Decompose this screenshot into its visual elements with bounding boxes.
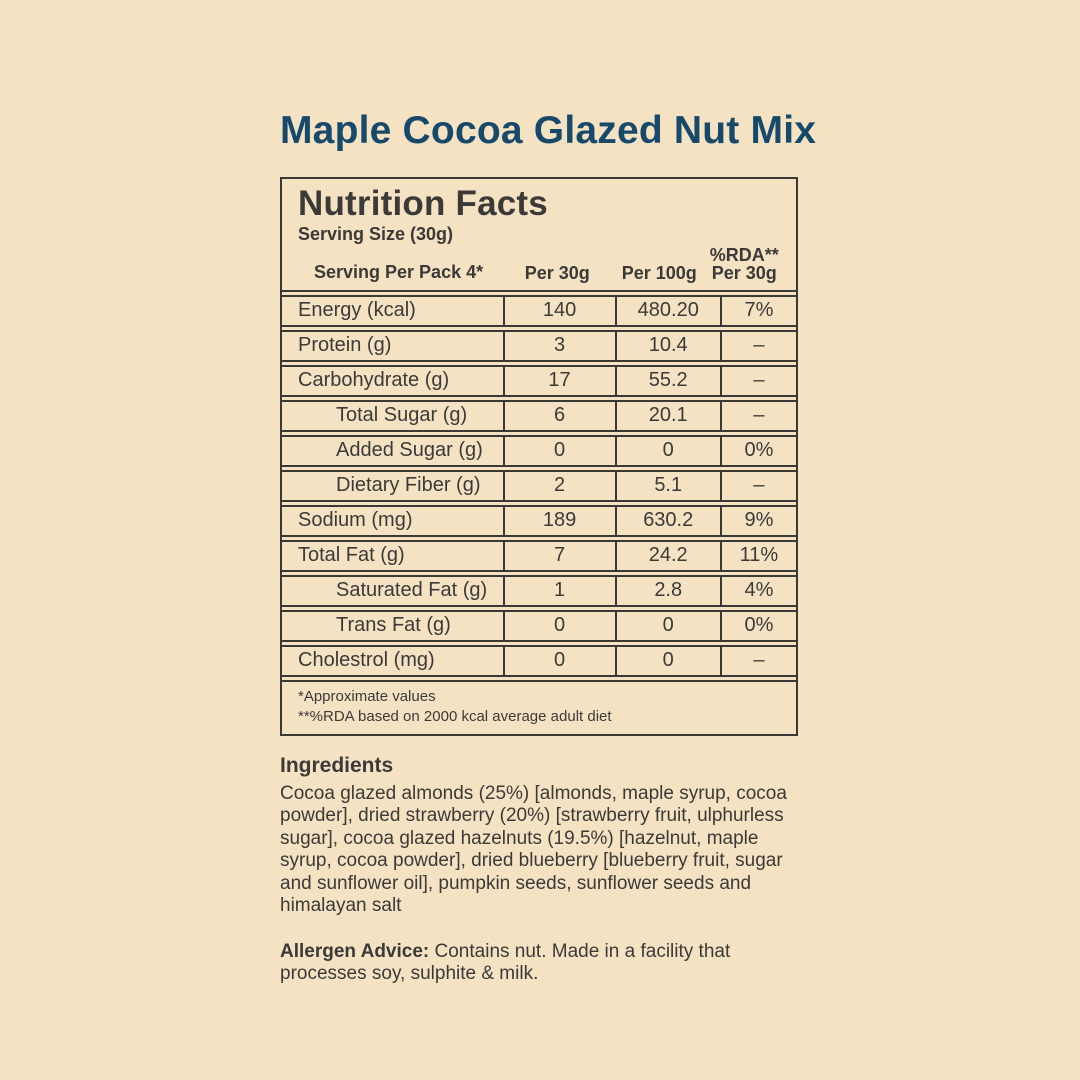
nutrition-row [282,610,796,642]
value-per-100g: 630.2 [615,507,720,535]
label-page [280,0,817,986]
nutrient-label: Added Sugar (g) [336,438,483,461]
nutrition-facts-heading: Nutrition Facts [298,183,548,223]
serving-size: Serving Size (30g) [298,223,454,244]
ingredients-heading: Ingredients [280,753,394,777]
serving-per-pack: Serving Per Pack 4* [314,261,484,282]
nutrition-facts-header [282,179,796,292]
value-per-30g: 7 [503,542,615,570]
nutrient-label: Total Fat (g) [298,543,405,566]
value-rda: 11% [720,542,796,570]
allergen-label: Allergen Advice: [280,940,430,962]
nutrient-label: Dietary Fiber (g) [336,473,481,496]
value-per-30g: 0 [503,612,615,640]
nutrient-label: Total Sugar (g) [336,403,468,426]
value-per-100g: 24.2 [615,542,720,570]
nutrient-label: Energy (kcal) [298,298,416,321]
nutrient-label: Saturated Fat (g) [336,578,488,601]
value-rda: 4% [720,577,796,605]
value-per-30g: 0 [503,647,615,675]
nutrition-row [282,330,796,362]
value-rda: 7% [720,297,796,325]
value-per-30g: 6 [503,402,615,430]
product-title: Maple Cocoa Glazed Nut Mix [280,109,817,152]
value-per-100g: 55.2 [615,367,720,395]
column-header-row [298,246,780,283]
nutrition-row [282,645,796,677]
value-per-100g: 0 [615,612,720,640]
footnote-rda-basis: **%RDA based on 2000 kcal average adult diet [298,707,612,725]
nutrient-label: Cholestrol (mg) [298,648,435,671]
nutrition-facts-panel [280,177,798,736]
value-rda: – [720,332,796,360]
value-per-30g: 3 [503,332,615,360]
value-per-100g: 0 [615,437,720,465]
nutrient-label: Protein (g) [298,333,392,356]
value-rda: – [720,367,796,395]
value-rda: 9% [720,507,796,535]
value-rda: – [720,472,796,500]
value-rda: 0% [720,612,796,640]
value-per-100g: 5.1 [615,472,720,500]
value-per-100g: 10.4 [615,332,720,360]
value-per-30g: 0 [503,437,615,465]
value-rda: 0% [720,437,796,465]
value-per-30g: 1 [503,577,615,605]
value-per-100g: 0 [615,647,720,675]
nutrition-row [282,365,796,397]
nutrient-label: Sodium (mg) [298,508,413,531]
value-rda: – [720,647,796,675]
value-per-100g: 20.1 [615,402,720,430]
nutrition-row [282,470,796,502]
column-header-per-30g: Per 30g [524,263,590,284]
value-per-30g: 189 [503,507,615,535]
value-rda: – [720,402,796,430]
nutrition-rows [282,295,796,677]
value-per-100g: 480.20 [615,297,720,325]
column-header-rda-line2: Per 30g [711,263,777,284]
column-header-rda [709,246,780,283]
value-per-30g: 2 [503,472,615,500]
value-per-100g: 2.8 [615,577,720,605]
allergen-text: Contains nut. Made in a facility that processes soy, sulphite & milk. [280,940,731,985]
nutrition-row [282,575,796,607]
ingredients-section [280,754,800,918]
value-per-30g: 17 [503,367,615,395]
nutrient-label: Carbohydrate (g) [298,368,450,391]
column-header-rda-line1: %RDA** [709,244,779,265]
footnote-approximate-values: *Approximate values [298,687,436,705]
nutrition-row [282,295,796,327]
nutrition-row [282,435,796,467]
value-per-30g: 140 [503,297,615,325]
column-header-per-100g: Per 100g [621,263,697,284]
nutrition-footnotes [282,680,796,734]
nutrition-row [282,505,796,537]
nutrition-row [282,400,796,432]
allergen-advice [280,941,800,986]
nutrition-row [282,540,796,572]
ingredients-text: Cocoa glazed almonds (25%) [almonds, maple syrup, cocoa powder], dried strawberry (20%) [strawberry fruit, ulphurless sugar], cocoa glazed hazelnuts (19.5%) [hazelnut, maple syrup, cocoa powder], dried blueberry [blueberry fruit, sugar and sunflower oil], pumpkin seeds, sunflower seeds and himalayan salt [280,782,787,917]
nutrient-label: Trans Fat (g) [336,613,451,636]
